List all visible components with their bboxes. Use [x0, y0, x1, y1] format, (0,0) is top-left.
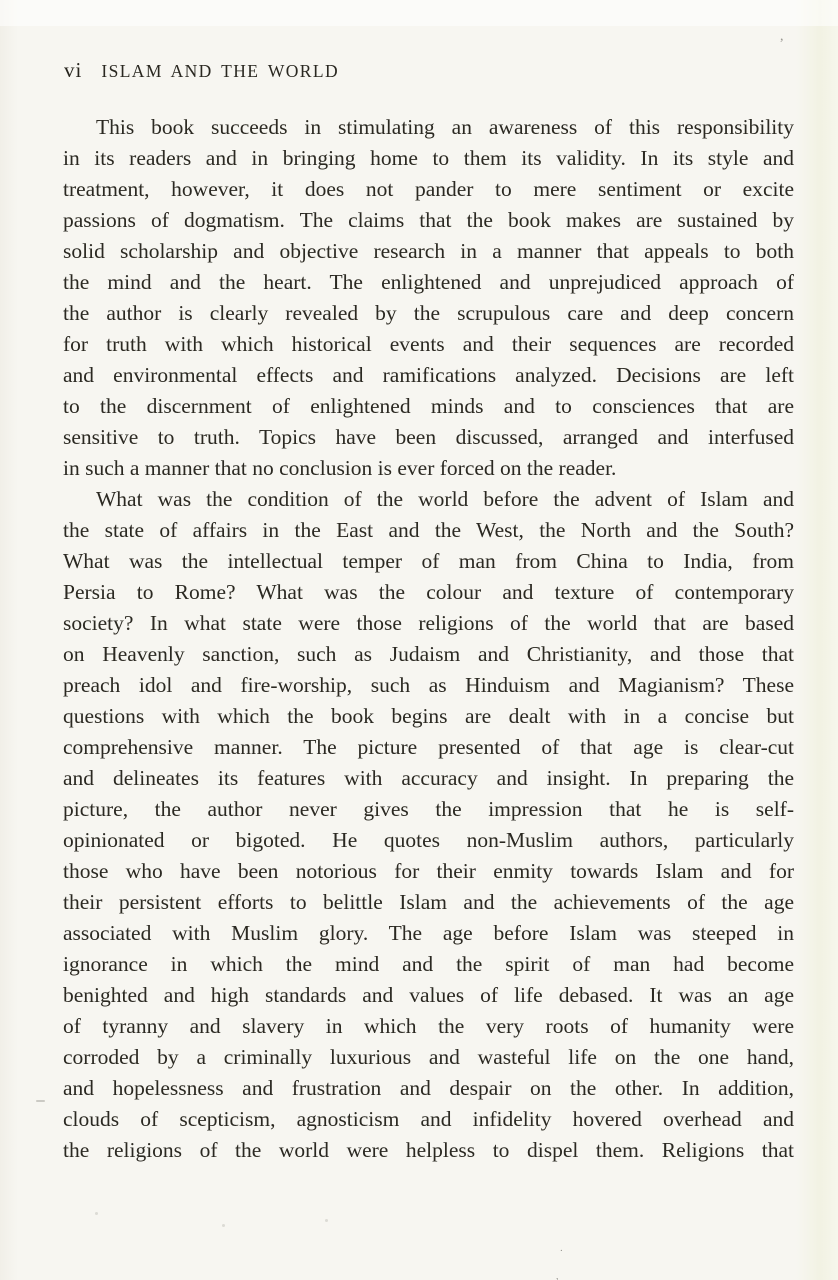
page-header — [64, 58, 339, 83]
text-line: Persia to Rome? What was the colour and texture of contemporary — [63, 580, 794, 604]
text-line: for truth with which historical events and their sequences are recorded — [63, 332, 794, 356]
text-line: opinionated or bigoted. He quotes non-Muslim authors, particularly — [63, 828, 794, 852]
text-line: What was the condition of the world before the advent of Islam and — [96, 487, 794, 511]
text-line: This book succeeds in stimulating an awareness of this responsibility — [96, 115, 794, 139]
scan-speck — [95, 1212, 98, 1215]
scan-speck — [36, 1100, 45, 1102]
scan-speck — [325, 1219, 328, 1222]
text-line: treatment, however, it does not pander to mere sentiment or excite — [63, 177, 794, 201]
text-line: associated with Muslim glory. The age before Islam was steeped in — [63, 921, 794, 945]
text-line: ignorance in which the mind and the spirit of man had become — [63, 952, 794, 976]
text-line: clouds of scepticism, agnosticism and infidelity hovered overhead and — [63, 1107, 794, 1131]
text-line: benighted and high standards and values of life debased. It was an age — [63, 983, 794, 1007]
scan-speck — [222, 1224, 225, 1227]
text-line: and hopelessness and frustration and despair on the other. In addition, — [63, 1076, 794, 1100]
text-line: What was the intellectual temper of man from China to India, from — [63, 549, 794, 573]
text-line: the mind and the heart. The enlightened and unprejudiced approach of — [63, 270, 794, 294]
text-line: of tyranny and slavery in which the very roots of humanity were — [63, 1014, 794, 1038]
text-line: in such a manner that no conclusion is ever forced on the reader. — [63, 456, 617, 480]
text-line: and environmental effects and ramifications analyzed. Decisions are left — [63, 363, 794, 387]
scan-speck: · — [560, 1245, 564, 1257]
scan-speck: , — [556, 1271, 559, 1280]
text-line: solid scholarship and objective research in a manner that appeals to both — [63, 239, 794, 263]
text-line: the author is clearly revealed by the scrupulous care and deep concern — [63, 301, 794, 325]
text-line: picture, the author never gives the impression that he is self- — [63, 797, 794, 821]
running-title: ISLAM AND THE WORLD — [101, 61, 340, 81]
body-text — [63, 112, 794, 1166]
text-line: passions of dogmatism. The claims that the book makes are sustained by — [63, 208, 794, 232]
text-line: on Heavenly sanction, such as Judaism and Christianity, and those that — [63, 642, 794, 666]
paragraph — [63, 112, 794, 484]
text-line: questions with which the book begins are dealt with in a concise but — [63, 704, 794, 728]
text-line: to the discernment of enlightened minds and to consciences that are — [63, 394, 794, 418]
text-line: their persistent efforts to belittle Islam and the achievements of the age — [63, 890, 794, 914]
text-line: society? In what state were those religions of the world that are based — [63, 611, 794, 635]
text-line: preach idol and fire-worship, such as Hinduism and Magianism? These — [63, 673, 794, 697]
text-line: in its readers and in bringing home to them its validity. In its style and — [63, 146, 794, 170]
page-number: vi — [64, 58, 83, 82]
text-line: those who have been notorious for their enmity towards Islam and for — [63, 859, 794, 883]
text-line: the religions of the world were helpless to dispel them. Religions that — [63, 1138, 794, 1162]
text-line: and delineates its features with accuracy and insight. In preparing the — [63, 766, 794, 790]
text-line: the state of affairs in the East and the West, the North and the South? — [63, 518, 794, 542]
scan-speck: , — [780, 29, 784, 44]
paragraph — [63, 484, 794, 1166]
text-line: corroded by a criminally luxurious and wasteful life on the one hand, — [63, 1045, 794, 1069]
text-line: comprehensive manner. The picture presented of that age is clear-cut — [63, 735, 794, 759]
text-line: sensitive to truth. Topics have been discussed, arranged and interfused — [63, 425, 794, 449]
